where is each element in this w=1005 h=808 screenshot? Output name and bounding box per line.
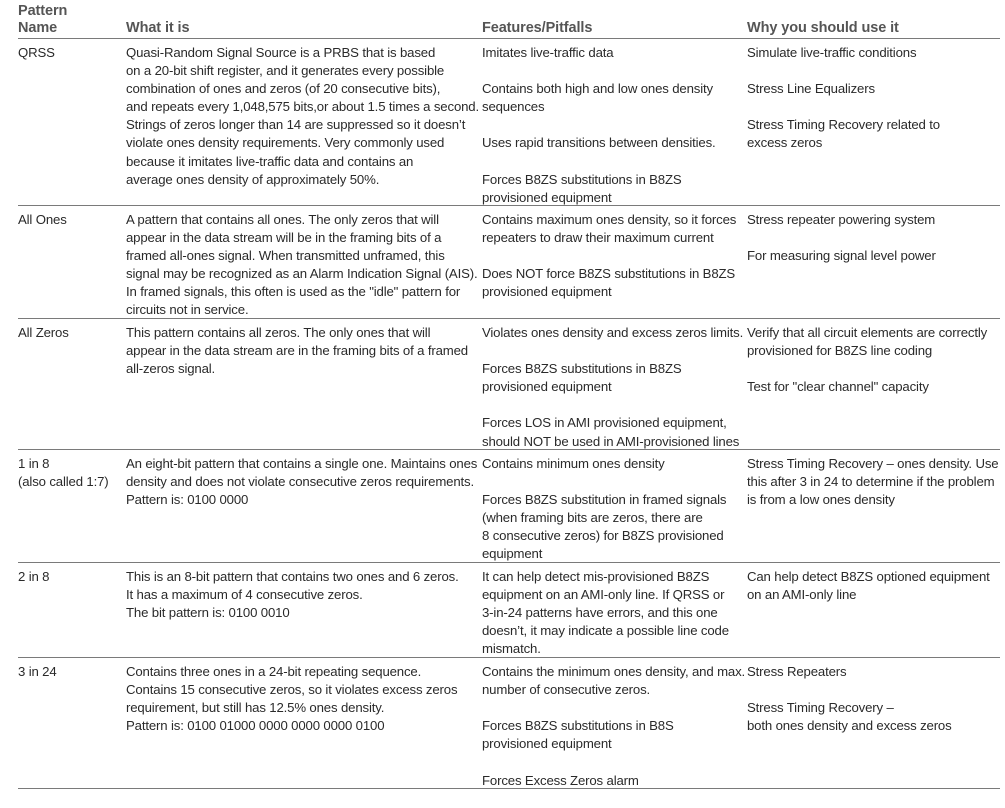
- feature-line: Forces B8ZS substitutions in B8ZS: [482, 171, 682, 187]
- feature-item: [482, 360, 742, 396]
- table-row: [18, 563, 1000, 658]
- reason-line: For measuring signal level power: [747, 248, 936, 264]
- header-why-use-it: Why you should use it: [747, 20, 899, 36]
- feature-line: Uses rapid transitions between densities.: [482, 135, 716, 151]
- description-line: appear in the data stream will be in the framing bits of a: [126, 230, 442, 246]
- feature-line: Contains minimum ones density: [482, 456, 665, 471]
- feature-item: [482, 414, 742, 450]
- feature-item: [482, 568, 742, 658]
- why-cell: [747, 568, 1000, 604]
- why-cell: [747, 324, 1000, 396]
- feature-item: [482, 211, 742, 247]
- pattern-name-line: 2 in 8: [18, 569, 50, 584]
- feature-item: [482, 663, 746, 699]
- what-it-is-cell: [126, 324, 476, 378]
- description-line: This pattern contains all zeros. The only ones that will: [126, 325, 431, 340]
- reason-item: [747, 378, 1000, 396]
- description-line: average ones density of approximately 50%.: [126, 171, 380, 187]
- description-line: A pattern that contains all ones. The only zeros that will: [126, 212, 439, 227]
- pattern-name-cell: [18, 211, 118, 229]
- reason-line: is from a low ones density: [747, 492, 895, 508]
- features-cell: [482, 324, 742, 451]
- feature-line: Forces B8ZS substitutions in B8S: [482, 718, 674, 734]
- reason-item: [747, 116, 1000, 152]
- description-line: Quasi-Random Signal Source is a PRBS that is based: [126, 45, 436, 60]
- reason-line: Verify that all circuit elements are correctly: [747, 325, 988, 340]
- feature-line: sequences: [482, 99, 545, 115]
- feature-item: [482, 491, 742, 563]
- what-it-is-cell: [126, 568, 476, 622]
- reason-line: Stress Timing Recovery – ones density. Use: [747, 456, 999, 471]
- header-what-it-is: What it is: [126, 20, 190, 36]
- reason-line: excess zeros: [747, 135, 823, 151]
- feature-line: Contains the minimum ones density, and max.: [482, 664, 746, 679]
- pattern-name-cell: [18, 568, 118, 586]
- feature-line: Contains both high and low ones density: [482, 81, 713, 97]
- reason-line: Stress Repeaters: [747, 664, 847, 679]
- pattern-name-cell: [18, 324, 118, 342]
- description-line: signal may be recognized as an Alarm Indication Signal (AIS).: [126, 266, 478, 282]
- description-line: Contains three ones in a 24-bit repeating sequence.: [126, 664, 422, 679]
- feature-line: Violates ones density and excess zeros limits.: [482, 325, 744, 340]
- header-pattern-name-line1: Pattern: [18, 3, 68, 19]
- feature-line: Forces B8ZS substitutions in B8ZS: [482, 361, 682, 377]
- description-line: Strings of zeros longer than 14 are suppressed so it doesn’t: [126, 117, 466, 133]
- description-line: appear in the data stream are in the framing bits of a framed: [126, 343, 468, 359]
- feature-line: doesn’t, it may indicate a possible line code: [482, 623, 729, 639]
- feature-item: [482, 455, 742, 473]
- reason-line: Can help detect B8ZS optioned equipment: [747, 569, 990, 584]
- table-row: [18, 658, 1000, 789]
- what-it-is-cell: [126, 455, 476, 509]
- description-line: Pattern is: 0100 01000 0000 0000 0000 0100: [126, 718, 385, 734]
- feature-item: [482, 171, 742, 207]
- feature-line: provisioned equipment: [482, 284, 612, 300]
- features-cell: [482, 44, 742, 207]
- feature-line: number of consecutive zeros.: [482, 682, 651, 698]
- feature-line: should NOT be used in AMI-provisioned lines: [482, 433, 740, 449]
- description-line: all-zeros signal.: [126, 361, 216, 377]
- description-line: requirement, but still has 12.5% ones density.: [126, 700, 385, 716]
- feature-item: [482, 324, 742, 342]
- features-cell: [482, 455, 742, 564]
- feature-line: Forces Excess Zeros alarm: [482, 772, 639, 788]
- feature-line: Does NOT force B8ZS substitutions in B8ZS: [482, 266, 736, 282]
- reason-item: [747, 455, 1000, 509]
- pattern-name-line: 1 in 8: [18, 456, 50, 471]
- description-line: The bit pattern is: 0100 0010: [126, 605, 290, 621]
- feature-line: provisioned equipment: [482, 736, 612, 752]
- reason-item: [747, 44, 1000, 62]
- feature-line: provisioned equipment: [482, 189, 612, 205]
- reason-item: [747, 663, 1000, 681]
- reason-item: [747, 699, 1000, 735]
- table-row: [18, 39, 1000, 206]
- description-line: and repeats every 1,048,575 bits,or about 1.5 times a second.: [126, 99, 480, 115]
- what-it-is-cell: [126, 663, 476, 735]
- feature-line: Contains maximum ones density, so it forces: [482, 212, 737, 227]
- reason-line: Simulate live-traffic conditions: [747, 45, 917, 60]
- feature-item: [482, 717, 742, 753]
- pattern-name-line: QRSS: [18, 45, 55, 60]
- why-cell: [747, 663, 1000, 735]
- table-row: [18, 206, 1000, 319]
- pattern-name-line: All Ones: [18, 212, 67, 227]
- what-it-is-cell: [126, 44, 480, 189]
- reason-line: both ones density and excess zeros: [747, 718, 952, 734]
- description-line: density and does not violate consecutive zeros requirements.: [126, 474, 474, 490]
- feature-line: Forces LOS in AMI provisioned equipment,: [482, 415, 727, 431]
- why-cell: [747, 211, 1000, 265]
- feature-item: [482, 772, 742, 790]
- table-row: [18, 450, 1000, 563]
- description-line: In framed signals, this often is used as the "idle" pattern for: [126, 284, 461, 300]
- description-line: circuits not in service.: [126, 302, 249, 318]
- pattern-name-line: (also called 1:7): [18, 474, 109, 490]
- table-header: [18, 0, 1000, 39]
- description-line: It has a maximum of 4 consecutive zeros.: [126, 587, 363, 603]
- why-cell: [747, 455, 1000, 509]
- feature-line: provisioned equipment: [482, 379, 612, 395]
- header-pattern-name: [18, 3, 118, 37]
- reason-item: [747, 80, 1000, 98]
- header-features-pitfalls: Features/Pitfalls: [482, 20, 593, 36]
- pattern-name-cell: [18, 663, 118, 681]
- pattern-name-line: All Zeros: [18, 325, 69, 340]
- feature-line: mismatch.: [482, 641, 541, 657]
- what-it-is-cell: [126, 211, 476, 320]
- feature-line: (when framing bits are zeros, there are: [482, 510, 703, 526]
- reason-line: on an AMI-only line: [747, 587, 857, 603]
- reason-item: [747, 324, 1000, 360]
- pattern-name-line: 3 in 24: [18, 664, 57, 679]
- feature-line: Forces B8ZS substitution in framed signals: [482, 492, 727, 508]
- description-line: on a 20-bit shift register, and it generates every possible: [126, 63, 445, 79]
- feature-line: repeaters to draw their maximum current: [482, 230, 714, 246]
- pattern-table: [18, 0, 1000, 789]
- feature-line: equipment: [482, 546, 543, 562]
- reason-line: Stress Timing Recovery related to: [747, 117, 940, 133]
- description-line: violate ones density requirements. Very commonly used: [126, 135, 445, 151]
- reason-item: [747, 247, 1000, 265]
- description-line: Pattern is: 0100 0000: [126, 492, 249, 508]
- description-line: Contains 15 consecutive zeros, so it violates excess zeros: [126, 682, 458, 698]
- feature-line: 8 consecutive zeros) for B8ZS provisioned: [482, 528, 724, 544]
- header-pattern-name-line2: Name: [18, 20, 58, 36]
- feature-item: [482, 265, 742, 301]
- pattern-name-cell: [18, 44, 118, 62]
- reason-line: provisioned for B8ZS line coding: [747, 343, 933, 359]
- description-line: combination of ones and zeros (of 20 consecutive bits),: [126, 81, 441, 97]
- features-cell: [482, 211, 742, 301]
- reason-item: [747, 211, 1000, 229]
- why-cell: [747, 44, 1000, 153]
- reason-line: Stress Timing Recovery –: [747, 700, 894, 716]
- description-line: This is an 8-bit pattern that contains two ones and 6 zeros.: [126, 569, 459, 584]
- reason-item: [747, 568, 1000, 604]
- feature-item: [482, 80, 742, 116]
- feature-line: It can help detect mis-provisioned B8ZS: [482, 569, 710, 584]
- feature-item: [482, 44, 742, 62]
- features-cell: [482, 568, 742, 658]
- description-line: framed all-ones signal. When transmitted unframed, this: [126, 248, 445, 264]
- feature-line: Imitates live-traffic data: [482, 45, 614, 60]
- table-body: [18, 39, 1000, 789]
- table-row: [18, 319, 1000, 450]
- features-cell: [482, 663, 746, 790]
- feature-line: equipment on an AMI-only line. If QRSS or: [482, 587, 725, 603]
- reason-line: this after 3 in 24 to determine if the problem: [747, 474, 995, 490]
- reason-line: Stress repeater powering system: [747, 212, 936, 227]
- reason-line: Test for "clear channel" capacity: [747, 379, 929, 395]
- reason-line: Stress Line Equalizers: [747, 81, 875, 97]
- feature-item: [482, 134, 742, 152]
- pattern-name-cell: [18, 455, 118, 491]
- feature-line: 3-in-24 patterns have errors, and this one: [482, 605, 718, 621]
- description-line: An eight-bit pattern that contains a single one. Maintains ones: [126, 456, 478, 471]
- description-line: because it imitates live-traffic data and contains an: [126, 153, 414, 169]
